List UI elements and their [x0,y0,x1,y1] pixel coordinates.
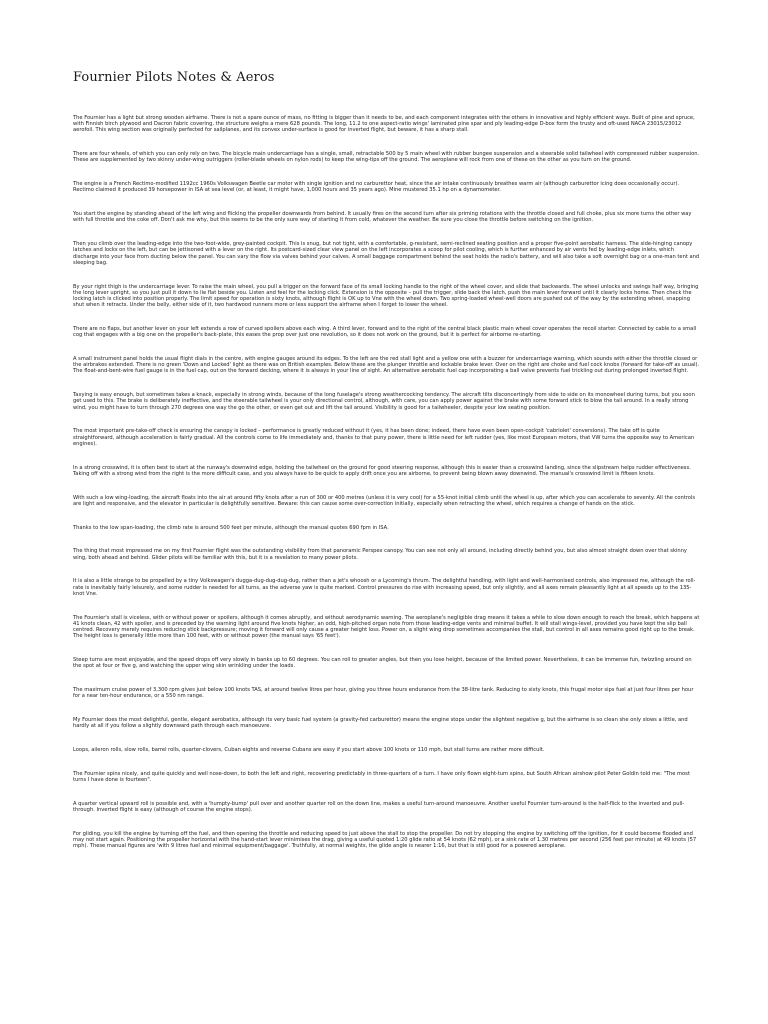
paragraph: Then you climb over the leading-edge into the two-foot-wide, grey-painted cockpit. This is snug, but not tight, with a comfortable, g-resistant, semi-reclined seating position and a proper five-point aerobatic harness. The side-hinging canopy latches and locks on the left, but can be jettisoned with a lever on the right. Its postcard-sized clear view panel on the left incorporates a scoop for pilot cooling, which is further enhanced by air vents fed by leading-edge inlets, which discharge into your face from ducting below the panel. You can vary the flow via valves behind your calves. A small baggage compartment behind the seat holds the radio's battery, and will also take a soft overnight bag or a one-man tent and sleeping bag. [73,241,700,266]
paragraph: There are four wheels, of which you can only rely on two. The bicycle main undercarriage has a single, small, retractable 500 by 5 main wheel with rubber bungee suspension and a steerable solid tailwheel with compressed rubber suspension. These are supplemented by two skinny under-wing outriggers (roller-blade wheels on nylon rods) to keep the wing-tips off the ground. The aeroplane will rock from one of these on the other as you turn on the ground. [73,151,700,164]
paragraph: It is also a little strange to be propelled by a tiny Volkswagen's dugga-dug-dug-dug-dug, rather than a jet's whoosh or a Lycoming's thrum. The delightful handling, with light and well-harmonised controls, also impressed me, although the roll-rate is inevitably fairly leisurely, and some rudder is needed for all turns, as the adverse yaw is quite marked. Control pressures do rise with increasing speed, but only slightly, and all axes remain pleasantly light at all speeds up to the 135-knot Vne. [73,578,696,597]
paragraph: A quarter vertical upward roll is possible and, with a 'humpty-bump' pull over and another quarter roll on the down line, makes a useful turn-around manoeuvre. Another useful Fournier turn-around is the half-flick to the inverted and pull-through. Inverted flight is easy (although of course the engine stops). [73,800,685,814]
paragraph: The Fournier spins nicely, and quite quickly and well nose-down, to both the left and right, recovering predictably in three-quarters of a turn. I have only flown eight-turn spins, but South African airshow pilot Peter Goldin told me: "The most turns I have done is fourteen". [73,770,690,784]
paragraph: Steep turns are most enjoyable, and the speed drops off very slowly in banks up to 60 degrees. You can roll to greater angles, but then you lose height, because of the limited power. Nevertheless, it can be immense fun, twizzling around on the spot at four or five g, and watching the upper wing skin wrinkling under the loads. [73,657,692,670]
paragraph: In a strong crosswind, it is often best to start at the runway's downwind edge, holding the tailwheel on the ground for good steering response, although this is easier than a crosswind landing, since the slipstream helps rudder effectiveness. Taking off with a strong wind from the right is the more difficult case, and you always have to be quick to apply drift once you are airborne, to prevent being blown away downwind. The manual's crosswind limit is fifteen knots. [73,464,691,477]
paragraph: You start the engine by standing ahead of the left wing and flicking the propeller downwards from behind. It usually fires on the second turn after six priming rotations with the throttle closed and full choke, plus six more turns the other way with full throttle and the coke off. Don't ask me why, but this seems to be the only sure way of starting it from cold, whatever the weather. Be sure you close the throttle before switching on the ignition. [73,211,692,224]
document-title: Fournier Pilots Notes & Aeros [73,70,275,85]
paragraph: With such a low wing-loading, the aircraft floats into the air at around fifty knots after a run of 300 or 400 metres (unless it is very cool) for a 55-knot initial climb until the wheel is up, after which you can accelerate to seventy. All the controls are light and responsive, and the elevator in particular is delightfully sensitive. Beware: this can cause some over-correction initially, especially when retracting the wheel, which requires a change of hands on the stick. [73,494,696,507]
paragraph: Thanks to the low span-loading, the climb rate is around 500 feet per minute, although the manual quotes 690 fpm in ISA. [73,524,389,531]
document-body [73,115,700,849]
paragraph: By your right thigh is the undercarriage lever. To raise the main wheel, you pull a trigger on the forward face of its small locking handle to the right of the wheel cover, and slide that backwards. The wheel unlocks and swings half way, bringing the long lever upright, so you just pull it down to lie flat beside you. Listen and feel for the locking click. Extension is the opposite – pull the trigger, slide back the latch, push the main lever forward until it clearly locks home. Then check the locking latch is clicked into position properly. The limit speed for operation is sixty knots, although flight is OK up to Vne with the wheel down. Two spring-loaded wheel-well doors are pushed out of the way by the extending wheel, snapping shut when it retracts. Under the belly, either side of it, two hardwood runners more or less support the airframe when I forget to lower the wheel. [73,283,699,309]
paragraph: For gliding, you kill the engine by turning off the fuel, and then opening the throttle and reducing speed to just above the stall to stop the propeller. Do not try stopping the engine by switching off the ignition, for it could become flooded and may not start again. Positioning the propeller horizontal with the hand-start lever minimises the drag, giving a useful quoted 1:20 glide ratio at 54 knots (62 mph), or a sink rate of 1.30 metres per second (256 feet per minute) at 49 knots (57 mph). These manual figures are 'with 9 litres fuel and minimal equipment/baggage'. Truthfully, at normal weights, the glide angle is nearer 1:16, but that is still good for a powered aeroplane. [73,830,697,850]
paragraph: There are no flaps, but another lever on your left extends a row of curved spoilers above each wing. A third lever, forward and to the right of the central black plastic main wheel cover operates the recoil starter. Connected by cable to a small cog that engages with a big one on the propeller's back-plate, this eases the prop over just one revolution, so it does not work on the ground, but it is perfect for airborne re-starting. [73,326,697,339]
paragraph: The most important pre-take-off check is ensuring the canopy is locked – performance is greatly reduced without it (yes, it has been done; indeed, there have even been open-cockpit 'cabriolet' conversions). The take off is quite straightforward, although acceleration is fairly gradual. All the controls come to life immediately and, thanks to that puny power, there is little need for left rudder (yes, like most European motors, that VW turns the opposite way to American engines). [73,428,695,447]
paragraph: Loops, aileron rolls, slow rolls, barrel rolls, quarter-clovers, Cuban eights and reverse Cubans are easy if you start above 100 knots or 110 mph, but stall turns are rather more difficult. [73,747,545,754]
paragraph: The Fournier has a light but strong wooden airframe. There is not a spare ounce of mass, no fitting is bigger than it needs to be, and each component integrates with the others in innovative and highly efficient ways. Built of pine and spruce, with Finnish birch plywood and Dacron fabric covering, the structure weighs a mere 628 pounds. The long, 11.2 to one aspect-ratio wings' laminated pine spar and ply leading-edge D-box form the trusty and oft-used NACA 23015/23012 aerofoil. This wing section was originally perfected for sailplanes, and its convex under-surface is good for inverted flight, but beware, it has a sharp stall. [73,115,695,134]
paragraph: A small instrument panel holds the usual flight dials in the centre, with engine gauges around its edges. To the left are the red stall light and a yellow one with a buzzer for undercarriage warning, which sounds with either the throttle closed or the airbrakes extended. There is no green 'Down and Locked' light as there was on British examples. Below these are the plunger throttle and lockable brake lever. Over on the right are choke and fuel cock knobs (forward for take-off as usual). The float-and-bent-wire fuel gauge is in the fuel cap, out on the forward decking, where it is always in your line of sight. An alternative aerobatic fuel cap incorporating a ball valve prevents fuel trickling out during prolonged inverted flight. [73,356,700,375]
paragraph: Taxying is easy enough, but sometimes takes a knack, especially in strong winds, because of the long fuselage's strong weathercocking tendency. The aircraft tilts disconcertingly from side to side on its monowheel during turns, but you soon get used to this. The brake is deliberately ineffective, and the steerable tailwheel is your only directional control, although, with care, you can apply power against the brake with some forward stick to blow the tail around. In a really strong wind, you might have to turn through 270 degrees one way the go the other, or even get out and lift the tail around. Visibility is good for a tailwheeler, despite your low seating position. [73,392,695,411]
paragraph: The thing that most impressed me on my first Fournier flight was the outstanding visibility from that panoramic Perspex canopy. You can see not only all around, including directly behind you, but also almost straight down over that skinny wing, both ahead and behind. Glider pilots will be familiar with this, but it is a revelation to many power pilots. [73,548,687,561]
paragraph: The Fournier's stall is viceless, with or without power or spoilers, although it comes abruptly, and without aerodynamic warning. The aeroplane's negligible drag means it takes a while to slow down enough to reach the break, which happens at 41 knots clean, 42 with spoiler, and is preceded by the warning light around five knots higher, an odd, high-pitched organ note from those leading-edge vents and minimal buffet. It will stall wings-level, provided you have kept the slip ball centred. Recovery merely requires reducing stick backpressure; moving it forward will only cause a greater height loss. Power on, a slight wing drop sometimes accompanies the stall, but control in all axes remains good right up to the break. The height loss is generally little more than 100 feet, with or without power (the manual says '65 feet'). [73,614,700,640]
paragraph: My Fournier does the most delightful, gentle, elegant aerobatics, although its very basic fuel system (a gravity-fed carburettor) means the engine stops under the slightest negative g, but the airframe is so clean she only slows a little, and hardly at all if you follow a slightly downward path through each manoeuvre. [73,717,688,730]
paragraph: The engine is a French Rectimo-modified 1192cc 1960s Volkswagen Beetle car motor with single ignition and no carburettor heat, since the air intake continuously breathes warm air (although carburettor icing does occasionally occur). Rectimo claimed it produced 39 horsepower in ISA at sea level (or, at least, it might have, 1,000 hours and 35 years ago). Mine mustered 35.1 hp on a dynamometer. [73,181,680,194]
paragraph: The maximum cruise power of 3,300 rpm gives just below 100 knots TAS, at around twelve litres per hour, giving you three hours endurance from the 38-litre tank. Reducing to sixty knots, this frugal motor sips fuel at just four litres per hour for a near ten-hour endurance, or a 550 nm range. [73,687,694,700]
